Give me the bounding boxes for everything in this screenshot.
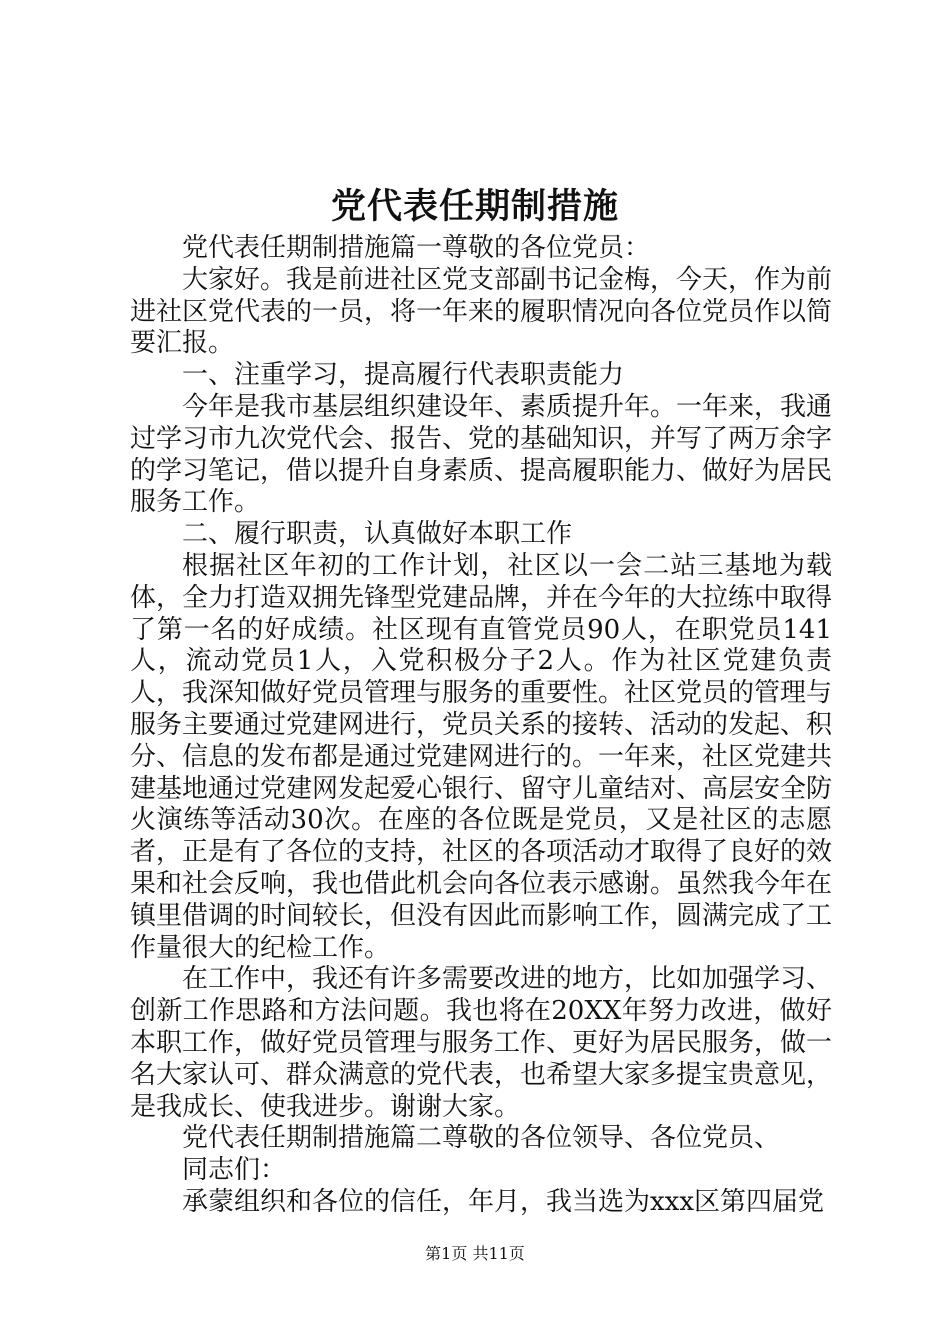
paragraph-comrades: 同志们：: [182, 1155, 287, 1186]
paragraph-intro-heading: 党代表任期制措施篇一尊敬的各位党员：: [182, 233, 651, 263]
page-number-footer: 第1页 共11页: [425, 1244, 525, 1263]
paragraph-greeting: 大家好。我是前进社区党支部副书记金梅，今天，作为前进社区党代表的一员，将一年来的履职情况向各位党员作以简要汇报。: [130, 264, 833, 359]
paragraph-duties: 根据社区年初的工作计划，社区以一会二站三基地为载体，全力打造双拥先锋型党建品牌，并在今年的大拉练中取得了第一名的好成绩。社区现有直管党员90人，在职党员141人，流动党员1人，入党积极分子2人。作为社区党建负责人，我深知做好党员管理与服务的重要性。社区党员的管理与服务主要通过党建网进行，党员关系的接转、活动的发起、积分、信息的发布都是通过党建网进行的。一年来，社区党建共建基地通过党建网发起爱心银行、留守儿童结对、高层安全防火演练等活动30次。在座的各位既是党员，又是社区的志愿者，正是有了各位的支持，社区的各项活动才取得了良好的效果和社会反响，我也借此机会向各位表示感谢。虽然我今年在镇里借调的时间较长，但没有因此而影响工作，圆满完成了工作量很大的纪检工作。: [130, 550, 833, 963]
paragraph-improvement: 在工作中，我还有许多需要改进的地方，比如加强学习、创新工作思路和方法问题。我也将在20XX年努力改进，做好本职工作，做好党员管理与服务工作、更好为居民服务，做一名大家认可、群众满意的党代表，也希望大家多提宝贵意见，是我成长、使我进步。谢谢大家。: [130, 964, 833, 1122]
paragraph-study: 今年是我市基层组织建设年、素质提升年。一年来，我通过学习市九次党代会、报告、党的基础知识，并写了两万余字的学习笔记，借以提升自身素质、提高履职能力、做好为居民服务工作。: [130, 391, 833, 518]
paragraph-part-two-heading: 党代表任期制措施篇二尊敬的各位领导、各位党员、: [182, 1123, 781, 1154]
document-body: [130, 233, 832, 1219]
paragraph-election: 承蒙组织和各位的信任，年月，我当选为xxx区第四届党: [182, 1186, 824, 1217]
section-heading-duties: 二、履行职责，认真做好本职工作: [182, 519, 573, 550]
section-heading-study: 一、注重学习，提高履行代表职责能力: [182, 360, 625, 391]
document-title: 党代表任期制措施: [330, 186, 619, 227]
